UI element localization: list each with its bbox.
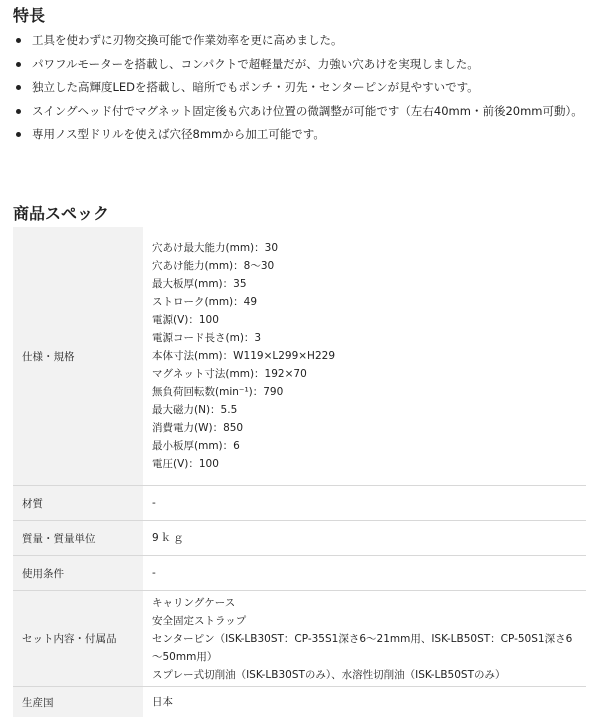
contents-line: スプレー式切削油（ISK-LB30STのみ）、水溶性切削油（ISK-LB50STのみ） <box>152 668 506 681</box>
spec-line: 最小板厚(mm)：6 <box>152 440 240 452</box>
row-value <box>143 227 586 486</box>
feature-text: スイングヘッド付でマグネット固定後も穴あけ位置の微調整が可能です（左右40mm・前後20mm可動）。 <box>32 103 583 118</box>
contents-line: センターピン（ISK-LB30ST：CP-35S1深さ6～21mm用、ISK-LB50ST：CP-50S1深さ6～50mm用） <box>152 632 573 663</box>
spec-line: ストローク(mm)：49 <box>152 296 258 308</box>
table-row <box>13 486 586 521</box>
spec-line: 無負荷回転数(min⁻¹)：790 <box>152 386 284 398</box>
feature-item <box>14 30 589 50</box>
spec-line: 電源コード長さ(m)：3 <box>152 332 262 344</box>
row-label: 仕様・規格 <box>13 227 143 486</box>
spec-table <box>13 227 586 717</box>
row-value: - <box>143 486 586 521</box>
table-row <box>13 687 586 718</box>
feature-text: パワフルモーターを搭載し、コンパクトで超軽量だが、力強い穴あけを実現しました。 <box>32 56 479 71</box>
features-heading: 特長 <box>13 6 46 25</box>
bullet-icon <box>16 85 21 90</box>
contents-line: 安全固定ストラップ <box>152 614 247 627</box>
spec-line: 最大磁力(N)：5.5 <box>152 404 238 416</box>
feature-item <box>14 124 589 144</box>
spec-line: 電圧(V)：100 <box>152 458 219 470</box>
bullet-icon <box>16 109 21 114</box>
row-label: 材質 <box>13 486 143 521</box>
row-value: - <box>143 556 586 591</box>
row-label: セット内容・付属品 <box>13 591 143 687</box>
row-label: 使用条件 <box>13 556 143 591</box>
spec-heading: 商品スペック <box>13 204 110 223</box>
spec-line: 最大板厚(mm)：35 <box>152 278 247 290</box>
bullet-icon <box>16 62 21 67</box>
feature-text: 工具を使わずに刃物交換可能で作業効率を更に高めました。 <box>32 33 343 47</box>
bullet-icon <box>16 38 21 43</box>
row-value <box>143 591 586 687</box>
bullet-icon <box>16 132 21 137</box>
feature-text: 専用ノス型ドリルを使えば穴径8mmから加工可能です。 <box>32 127 325 142</box>
row-label: 生産国 <box>13 687 143 718</box>
table-row <box>13 591 586 687</box>
features-list <box>14 30 589 148</box>
table-row <box>13 556 586 591</box>
feature-item <box>14 77 589 97</box>
feature-text: 独立した高輝度LEDを搭載し、暗所でもポンチ・刃先・センターピンが見やすいです。 <box>32 80 479 95</box>
row-value: 9ｋｇ <box>143 521 586 556</box>
feature-item <box>14 101 589 121</box>
spec-line: 電源(V)：100 <box>152 314 219 326</box>
contents-line: キャリングケース <box>152 596 236 609</box>
table-row <box>13 227 586 486</box>
row-label: 質量・質量単位 <box>13 521 143 556</box>
table-row <box>13 521 586 556</box>
row-value: 日本 <box>152 696 173 708</box>
spec-line: 穴あけ最大能力(mm)：30 <box>152 242 279 254</box>
spec-line: 穴あけ能力(mm)：8～30 <box>152 260 275 272</box>
spec-line: 消費電力(W)：850 <box>152 422 244 434</box>
feature-item <box>14 54 589 74</box>
spec-line: マグネット寸法(mm)：192×70 <box>152 368 307 380</box>
spec-line: 本体寸法(mm)：W119×L299×H229 <box>152 350 335 362</box>
